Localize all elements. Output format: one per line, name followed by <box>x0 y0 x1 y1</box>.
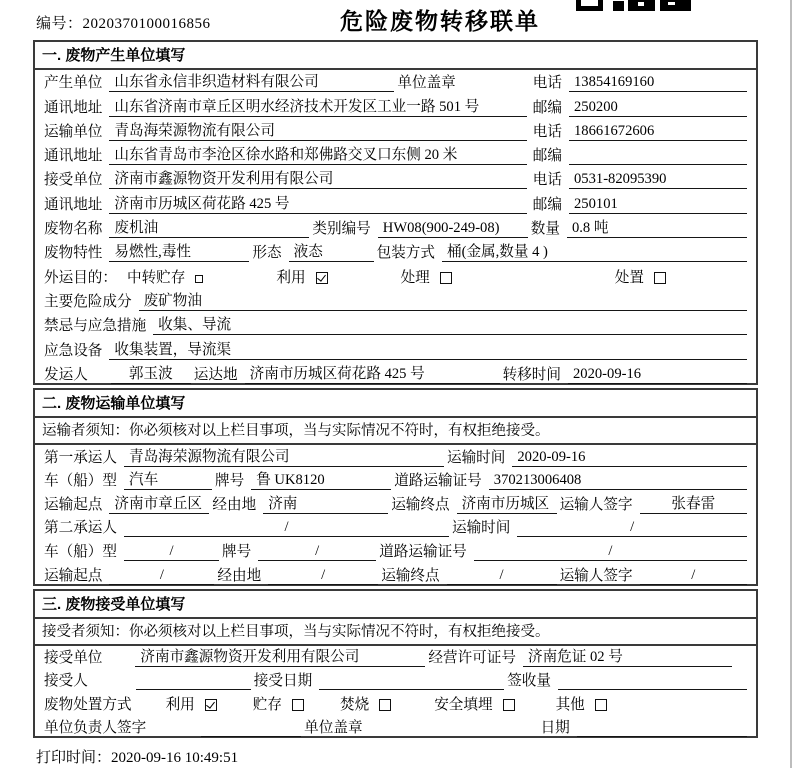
producer-unit-field: 山东省永信非织造材料有限公司 <box>109 73 394 92</box>
waste-name-label: 废物名称 <box>44 221 103 238</box>
section-receiver-heading: 三. 废物接受单位填写 <box>35 591 756 619</box>
packaging-label: 包装方式 <box>376 245 435 262</box>
origin-2-label: 运输起点 <box>44 567 103 584</box>
transfer-date-field: 2020-09-16 <box>568 365 747 384</box>
terminus-2-label: 运输终点 <box>381 567 440 584</box>
disposal-method-label: 废物处置方式 <box>44 696 132 713</box>
transporter-phone-label: 电话 <box>532 123 562 140</box>
producer-address-label: 通讯地址 <box>44 99 103 116</box>
utilize-checkbox <box>316 272 328 284</box>
form-row <box>41 94 747 118</box>
page-title: 危险废物转移联单 <box>340 8 540 34</box>
section-transporter-heading: 二. 废物运输单位填写 <box>35 390 756 418</box>
print-time <box>36 746 238 767</box>
destination-label: 运达地 <box>193 366 238 383</box>
vehicle-type-field: 汽车 <box>124 471 212 490</box>
producer-unit-label: 产生单位 <box>44 75 103 92</box>
consignor-label: 发运人 <box>44 366 88 383</box>
form-row <box>41 669 747 692</box>
accept-date2-field <box>577 719 747 737</box>
producer-phone-label: 电话 <box>532 75 562 92</box>
utilize-label: 利用 <box>276 269 306 286</box>
license-label: 经营许可证号 <box>428 650 516 667</box>
via-field: 济南 <box>263 495 388 514</box>
road-permit-2-label: 道路运输证号 <box>379 543 467 560</box>
emergency-equipment-label: 应急设备 <box>44 342 103 359</box>
disposal-utilize-checkbox <box>205 699 217 711</box>
emergency-equipment-field: 收集装置，导流渠 <box>109 341 747 360</box>
dispose-checkbox <box>654 272 666 284</box>
acceptor-label: 接受人 <box>44 673 88 690</box>
received-qty-field <box>558 672 747 690</box>
form-row <box>41 469 747 493</box>
receiver-postcode-label: 邮编 <box>532 196 562 213</box>
form-row <box>41 692 747 715</box>
producer-address-field: 山东省济南市章丘区明水经济技术开发区工业一路 501 号 <box>109 98 527 117</box>
terminus-field: 济南市历城区 <box>457 495 557 514</box>
transport-date-field: 2020-09-16 <box>512 448 747 467</box>
section-transporter <box>33 388 758 586</box>
category-code-field: HW08(900-249-08) <box>378 219 528 238</box>
via-2-label: 经由地 <box>217 567 262 584</box>
plate-number-2-field: / <box>258 542 376 561</box>
disposal-landfill-label: 安全填埋 <box>434 696 493 713</box>
carrier-signature-2-label: 运输人签字 <box>559 567 633 584</box>
accept-date2-label: 日期 <box>540 719 570 736</box>
print-time-value: 2020-09-16 10:49:51 <box>111 750 239 766</box>
consignor-field: 郭玉波 <box>111 365 191 384</box>
responsible-signature-label: 单位负责人签字 <box>44 719 147 736</box>
first-carrier-label: 第一承运人 <box>44 449 117 466</box>
waste-name-field: 废机油 <box>109 219 309 238</box>
form-row <box>41 492 747 516</box>
accept-date-label: 接受日期 <box>253 673 313 690</box>
print-time-label: 打印时间： <box>36 750 112 766</box>
disposal-utilize-label: 利用 <box>165 696 195 713</box>
plate-number-label: 牌号 <box>214 473 245 490</box>
transporter-unit-field: 青岛海荣源物流有限公司 <box>109 122 527 141</box>
destination-field: 济南市历城区荷花路 425 号 <box>245 365 500 384</box>
section-producer-heading: 一. 废物产生单位填写 <box>35 42 756 70</box>
quantity-label: 数量 <box>530 221 560 238</box>
receiver-unit-label: 接受单位 <box>44 172 103 189</box>
form-state-label: 形态 <box>252 245 282 262</box>
disposal-other-checkbox <box>595 699 607 711</box>
vehicle-type-2-label: 车（船）型 <box>44 543 117 560</box>
section-producer <box>33 40 758 385</box>
packaging-field: 桶(金属,数量 4 ) <box>442 243 747 262</box>
responsible-signature-field <box>201 719 301 737</box>
form-row <box>41 313 747 337</box>
acceptor-field <box>136 672 251 690</box>
form-row <box>41 119 747 143</box>
disposal-landfill-checkbox <box>503 699 515 711</box>
receiver-phone-field: 0531-82095390 <box>569 170 747 189</box>
transporter-notice: 运输者须知：你必须核对以上栏目事项，当与实际情况不符时，有权拒绝接受。 <box>35 418 756 445</box>
license-field: 济南危证 02 号 <box>523 648 732 667</box>
received-qty-label: 签收量 <box>507 673 551 690</box>
transporter-postcode-label: 邮编 <box>532 148 562 165</box>
receiver-phone-label: 电话 <box>532 172 562 189</box>
form-row <box>41 716 747 739</box>
unit-seal-label: 单位盖章 <box>397 75 456 92</box>
transport-date-2-label: 运输时间 <box>451 520 511 537</box>
transporter-postcode-field <box>569 147 747 165</box>
transporter-phone-field: 18661672606 <box>569 122 747 141</box>
via-2-field: / <box>268 566 378 585</box>
road-permit-label: 道路运输证号 <box>394 473 482 490</box>
form-row <box>41 646 747 669</box>
receiver-postcode-field: 250101 <box>569 195 747 214</box>
transfer-date-label: 转移时间 <box>502 366 561 383</box>
form-row <box>41 264 747 288</box>
form-row <box>41 167 747 191</box>
accept-date-field <box>319 672 504 690</box>
clipped-stamp-icon <box>576 0 694 12</box>
receiver-unit-field: 济南市鑫源物资开发利用有限公司 <box>109 170 527 189</box>
terminus-label: 运输终点 <box>391 496 450 513</box>
plate-number-field: 鲁 UK8120 <box>251 471 391 490</box>
section-receiver <box>33 589 758 738</box>
receiver-address-label: 通讯地址 <box>44 196 103 213</box>
via-label: 经由地 <box>212 496 257 513</box>
transit-storage-label: 中转贮存 <box>126 269 186 286</box>
disposal-storage-label: 贮存 <box>252 696 282 713</box>
form-row <box>41 539 747 563</box>
dispose-label: 处置 <box>614 269 644 286</box>
producer-postcode-label: 邮编 <box>532 99 562 116</box>
doc-number-value: 2020370100016856 <box>82 16 211 32</box>
hazardous-component-label: 主要危险成分 <box>44 293 132 310</box>
transfer-purpose-label: 外运目的： <box>44 269 117 286</box>
disposal-incinerate-label: 焚烧 <box>339 696 370 713</box>
vehicle-type-label: 车（船）型 <box>44 473 117 490</box>
quantity-field: 0.8 吨 <box>567 219 747 238</box>
accept-unit-seal-label: 单位盖章 <box>304 719 363 736</box>
carrier-signature-field: 张春雷 <box>640 495 747 514</box>
carrier-signature-label: 运输人签字 <box>559 496 633 513</box>
disposal-other-label: 其他 <box>555 696 585 713</box>
second-carrier-field: / <box>124 518 449 537</box>
doc-number-label: 编号： <box>36 16 83 32</box>
receiver-notice: 接受者须知：你必须核对以上栏目事项，当与实际情况不符时，有权拒绝接受。 <box>35 619 756 646</box>
form-row <box>41 240 747 264</box>
producer-postcode-field: 250200 <box>569 98 747 117</box>
treat-checkbox <box>440 272 452 284</box>
form-row <box>41 191 747 215</box>
origin-field: 济南市章丘区 <box>109 495 209 514</box>
transit-storage-checkbox <box>195 275 203 283</box>
disposal-incinerate-checkbox <box>379 699 391 711</box>
waste-property-field: 易燃性,毒性 <box>109 243 249 262</box>
emergency-measures-label: 禁忌与应急措施 <box>44 318 147 335</box>
receiver-address-field: 济南市历城区荷花路 425 号 <box>109 195 527 214</box>
form-row <box>41 143 747 167</box>
origin-2-field: / <box>109 566 214 585</box>
waste-property-label: 废物特性 <box>44 245 103 262</box>
form-row <box>41 516 747 540</box>
category-code-label: 类别编号 <box>312 221 371 238</box>
disposal-storage-checkbox <box>292 699 304 711</box>
transporter-unit-label: 运输单位 <box>44 123 103 140</box>
second-carrier-label: 第二承运人 <box>44 520 117 537</box>
accept-unit-field: 济南市鑫源物资开发利用有限公司 <box>135 648 425 667</box>
transport-date-label: 运输时间 <box>446 449 506 466</box>
road-permit-field: 370213006408 <box>489 471 747 490</box>
scan-edge-line <box>790 0 792 768</box>
origin-label: 运输起点 <box>44 496 103 513</box>
transport-date-2-field: / <box>517 518 747 537</box>
form-row <box>41 337 747 361</box>
transporter-address-field: 山东省青岛市李沧区徐水路和郑佛路交叉口东侧 20 米 <box>109 146 527 165</box>
accept-unit-label: 接受单位 <box>44 650 103 667</box>
hazardous-component-field: 废矿物油 <box>139 292 747 311</box>
form-row <box>41 362 747 386</box>
transporter-address-label: 通讯地址 <box>44 148 103 165</box>
treat-label: 处理 <box>400 269 430 286</box>
terminus-2-field: / <box>447 566 557 585</box>
form-row <box>41 289 747 313</box>
plate-number-2-label: 牌号 <box>221 543 252 560</box>
first-carrier-field: 青岛海荣源物流有限公司 <box>124 448 444 467</box>
vehicle-type-2-field: / <box>124 542 219 561</box>
form-row <box>41 70 747 94</box>
producer-phone-field: 13854169160 <box>569 73 747 92</box>
form-state-field: 液态 <box>289 243 374 262</box>
form-row <box>41 445 747 469</box>
form-row <box>41 216 747 240</box>
road-permit-2-field: / <box>474 542 747 561</box>
carrier-signature-2-field: / <box>640 566 747 585</box>
emergency-measures-field: 收集、导流 <box>153 316 747 335</box>
form-row <box>41 563 747 587</box>
